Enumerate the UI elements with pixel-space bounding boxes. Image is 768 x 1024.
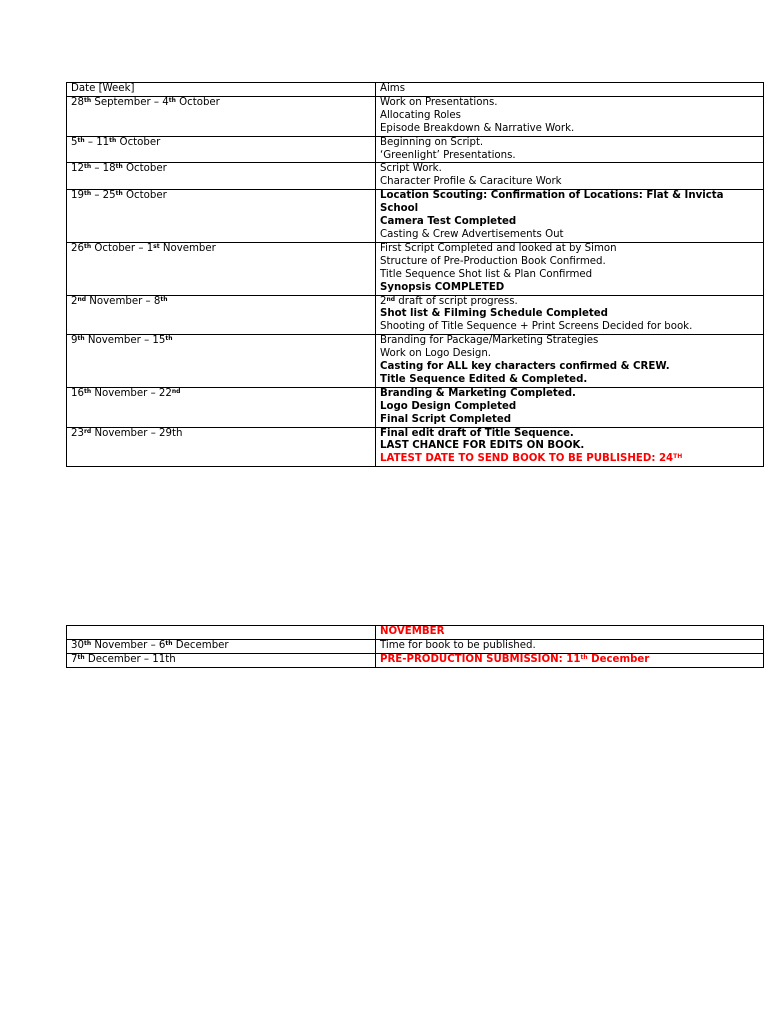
- aim-line: Work on Logo Design.: [380, 348, 492, 360]
- aims-cell: [376, 96, 764, 136]
- week-date-cell: 5th – 11th October: [67, 136, 376, 163]
- aims-column-header: Aims: [376, 83, 764, 97]
- table-row: [67, 427, 764, 467]
- table-row: [67, 639, 764, 653]
- week-date-cell: 12th – 18th October: [67, 163, 376, 190]
- aims-cell: [376, 295, 764, 335]
- aim-line: Title Sequence Shot list & Plan Confirmed: [380, 268, 593, 280]
- week-date-cell: 19th – 25th October: [67, 190, 376, 243]
- week-date-cell: 7th December – 11th: [67, 653, 376, 667]
- aims-cell: [376, 427, 764, 467]
- table-row: [67, 295, 764, 335]
- aim-line: Allocating Roles: [380, 109, 461, 121]
- week-date-cell: 23rd November – 29th: [67, 427, 376, 467]
- month-heading: NOVEMBER: [380, 626, 445, 637]
- aim-line: Synopsis COMPLETED: [380, 281, 505, 293]
- aim-line: Shot list & Filming Schedule Completed: [380, 308, 608, 320]
- aim-line: LAST CHANCE FOR EDITS ON BOOK.: [380, 440, 585, 452]
- aims-cell: [376, 190, 764, 243]
- aim-line: Casting for ALL key characters confirmed & CREW.: [380, 361, 670, 373]
- date-column-header: Date [Week]: [67, 83, 376, 97]
- submission-deadline: PRE-PRODUCTION SUBMISSION: 11th December: [380, 653, 650, 665]
- table-header-row: [67, 83, 764, 97]
- aims-cell: [376, 639, 764, 653]
- table-row: [67, 136, 764, 163]
- aim-line: Final edit draft of Title Sequence.: [380, 427, 574, 439]
- aim-line: Branding for Package/Marketing Strategies: [380, 335, 599, 347]
- deadline-line: LATEST DATE TO SEND BOOK TO BE PUBLISHED: 24TH: [380, 453, 683, 465]
- aim-line: Branding & Marketing Completed.: [380, 387, 576, 399]
- week-date-cell: 16th November – 22nd: [67, 387, 376, 427]
- table-row: [67, 335, 764, 388]
- aim-line: 2nd draft of script progress.: [380, 295, 518, 307]
- week-date-cell: [67, 626, 376, 640]
- aims-cell: [376, 242, 764, 295]
- aims-cell: [376, 387, 764, 427]
- aim-line: Shooting of Title Sequence + Print Screens Decided for book.: [380, 321, 693, 333]
- table-row: [67, 190, 764, 243]
- aim-line: Time for book to be published.: [380, 639, 536, 651]
- aim-line: Work on Presentations.: [380, 96, 498, 108]
- aim-line: First Script Completed and looked at by Simon: [380, 242, 617, 254]
- aim-line: Beginning on Script.: [380, 136, 484, 148]
- schedule-table: [66, 82, 764, 467]
- aim-line: Episode Breakdown & Narrative Work.: [380, 122, 575, 134]
- table-row: [67, 163, 764, 190]
- week-date-cell: 30th November – 6th December: [67, 639, 376, 653]
- final-schedule-table: [66, 625, 764, 668]
- table-row: [67, 626, 764, 640]
- aim-line: Title Sequence Edited & Completed.: [380, 373, 588, 385]
- aims-cell: [376, 136, 764, 163]
- aims-cell: [376, 653, 764, 667]
- week-date-cell: 2nd November – 8th: [67, 295, 376, 335]
- table-row: [67, 242, 764, 295]
- aim-line: Logo Design Completed: [380, 400, 517, 412]
- aims-cell: [376, 626, 764, 640]
- week-date-cell: 28th September – 4th October: [67, 96, 376, 136]
- week-date-cell: 9th November – 15th: [67, 335, 376, 388]
- table-row: [67, 653, 764, 667]
- aim-line: Casting & Crew Advertisements Out: [380, 228, 564, 240]
- aim-line: Character Profile & Caraciture Work: [380, 176, 562, 188]
- aim-line: Location Scouting: Confirmation of Locations: Flat & Invicta School: [380, 190, 724, 215]
- table-row: [67, 96, 764, 136]
- aims-cell: [376, 335, 764, 388]
- week-date-cell: 26th October – 1st November: [67, 242, 376, 295]
- aim-line: Structure of Pre-Production Book Confirmed.: [380, 255, 606, 267]
- aim-line: Camera Test Completed: [380, 216, 517, 228]
- aim-line: ‘Greenlight’ Presentations.: [380, 149, 516, 161]
- aim-line: Final Script Completed: [380, 413, 512, 425]
- aims-cell: [376, 163, 764, 190]
- table-row: [67, 387, 764, 427]
- aim-line: Script Work.: [380, 163, 442, 175]
